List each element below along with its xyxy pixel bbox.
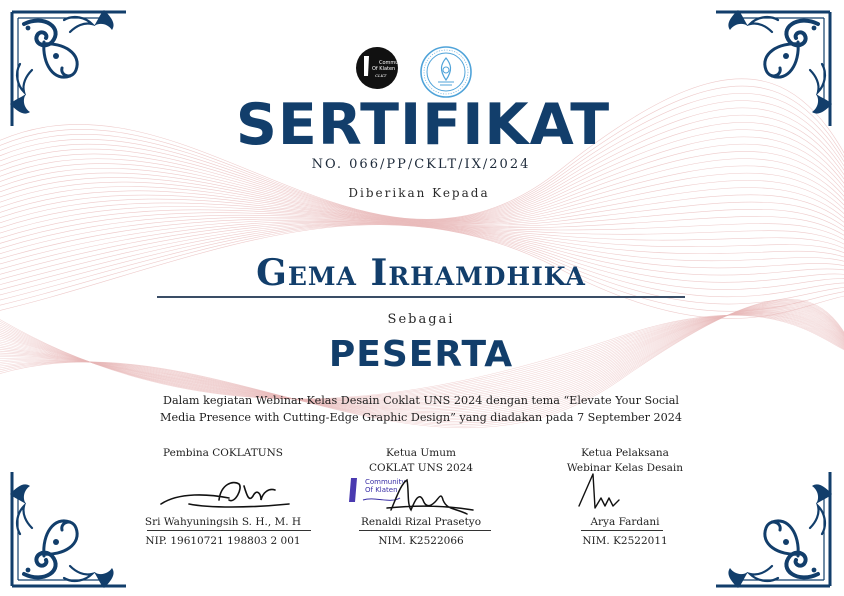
signature-line xyxy=(147,530,311,531)
handwritten-signature xyxy=(377,470,487,520)
svg-text:CLKT: CLKT xyxy=(375,73,387,78)
svg-text:Community: Community xyxy=(365,478,406,486)
corner-ornament-bottom-right xyxy=(708,464,838,594)
signer-name: Renaldi Rizal Prasetyo xyxy=(360,516,482,528)
description-line-2: Media Presence with Cutting-Edge Graphic Design” yang diadakan pada 7 September 2024 xyxy=(160,411,682,424)
handwritten-signature xyxy=(575,470,655,520)
signer-name: Sri Wahyuningsih S. H., M. H xyxy=(144,516,302,528)
svg-text:Of Klaten: Of Klaten xyxy=(372,66,396,72)
svg-text:Of Klaten: Of Klaten xyxy=(365,486,398,494)
signer-id: NIP. 19610721 198803 2 001 xyxy=(145,535,301,547)
signature-title-line-2: COKLAT UNS 2024 xyxy=(368,462,474,474)
signature-block-event-chair xyxy=(505,446,745,547)
signature-title-line-1: Ketua Umum xyxy=(386,447,456,459)
name-underline xyxy=(157,296,685,298)
corner-ornament-bottom-left xyxy=(4,464,134,594)
signature-title: Pembina COKLATUNS xyxy=(163,447,283,459)
as-label: Sebagai xyxy=(387,312,455,327)
description-line-1: Dalam kegiatan Webinar Kelas Desain Coklat UNS 2024 dengan tema “Elevate Your Social xyxy=(163,394,679,407)
certificate-title: SERTIFIKAT xyxy=(235,92,611,158)
given-to-label: Diberikan Kepada xyxy=(348,186,490,200)
certificate-number: NO. 066/PP/CKLT/IX/2024 xyxy=(311,157,531,172)
handwritten-signature xyxy=(149,474,299,514)
svg-text:Community: Community xyxy=(379,60,408,66)
signature-line xyxy=(359,530,491,531)
community-of-klaten-logo xyxy=(355,46,408,90)
signature-title-line-1: Ketua Pelaksana xyxy=(581,447,669,459)
signer-id: NIM. K2522066 xyxy=(378,535,464,547)
signature-title-line-2: Webinar Kelas Desain xyxy=(566,462,684,474)
signer-id: NIM. K2522011 xyxy=(582,535,668,547)
recipient-name: Gema Irhamdhika xyxy=(256,252,586,294)
signature-line xyxy=(581,530,663,531)
event-description xyxy=(0,392,842,426)
participant-role: PESERTA xyxy=(328,334,514,375)
signer-name: Arya Fardani xyxy=(590,516,660,528)
